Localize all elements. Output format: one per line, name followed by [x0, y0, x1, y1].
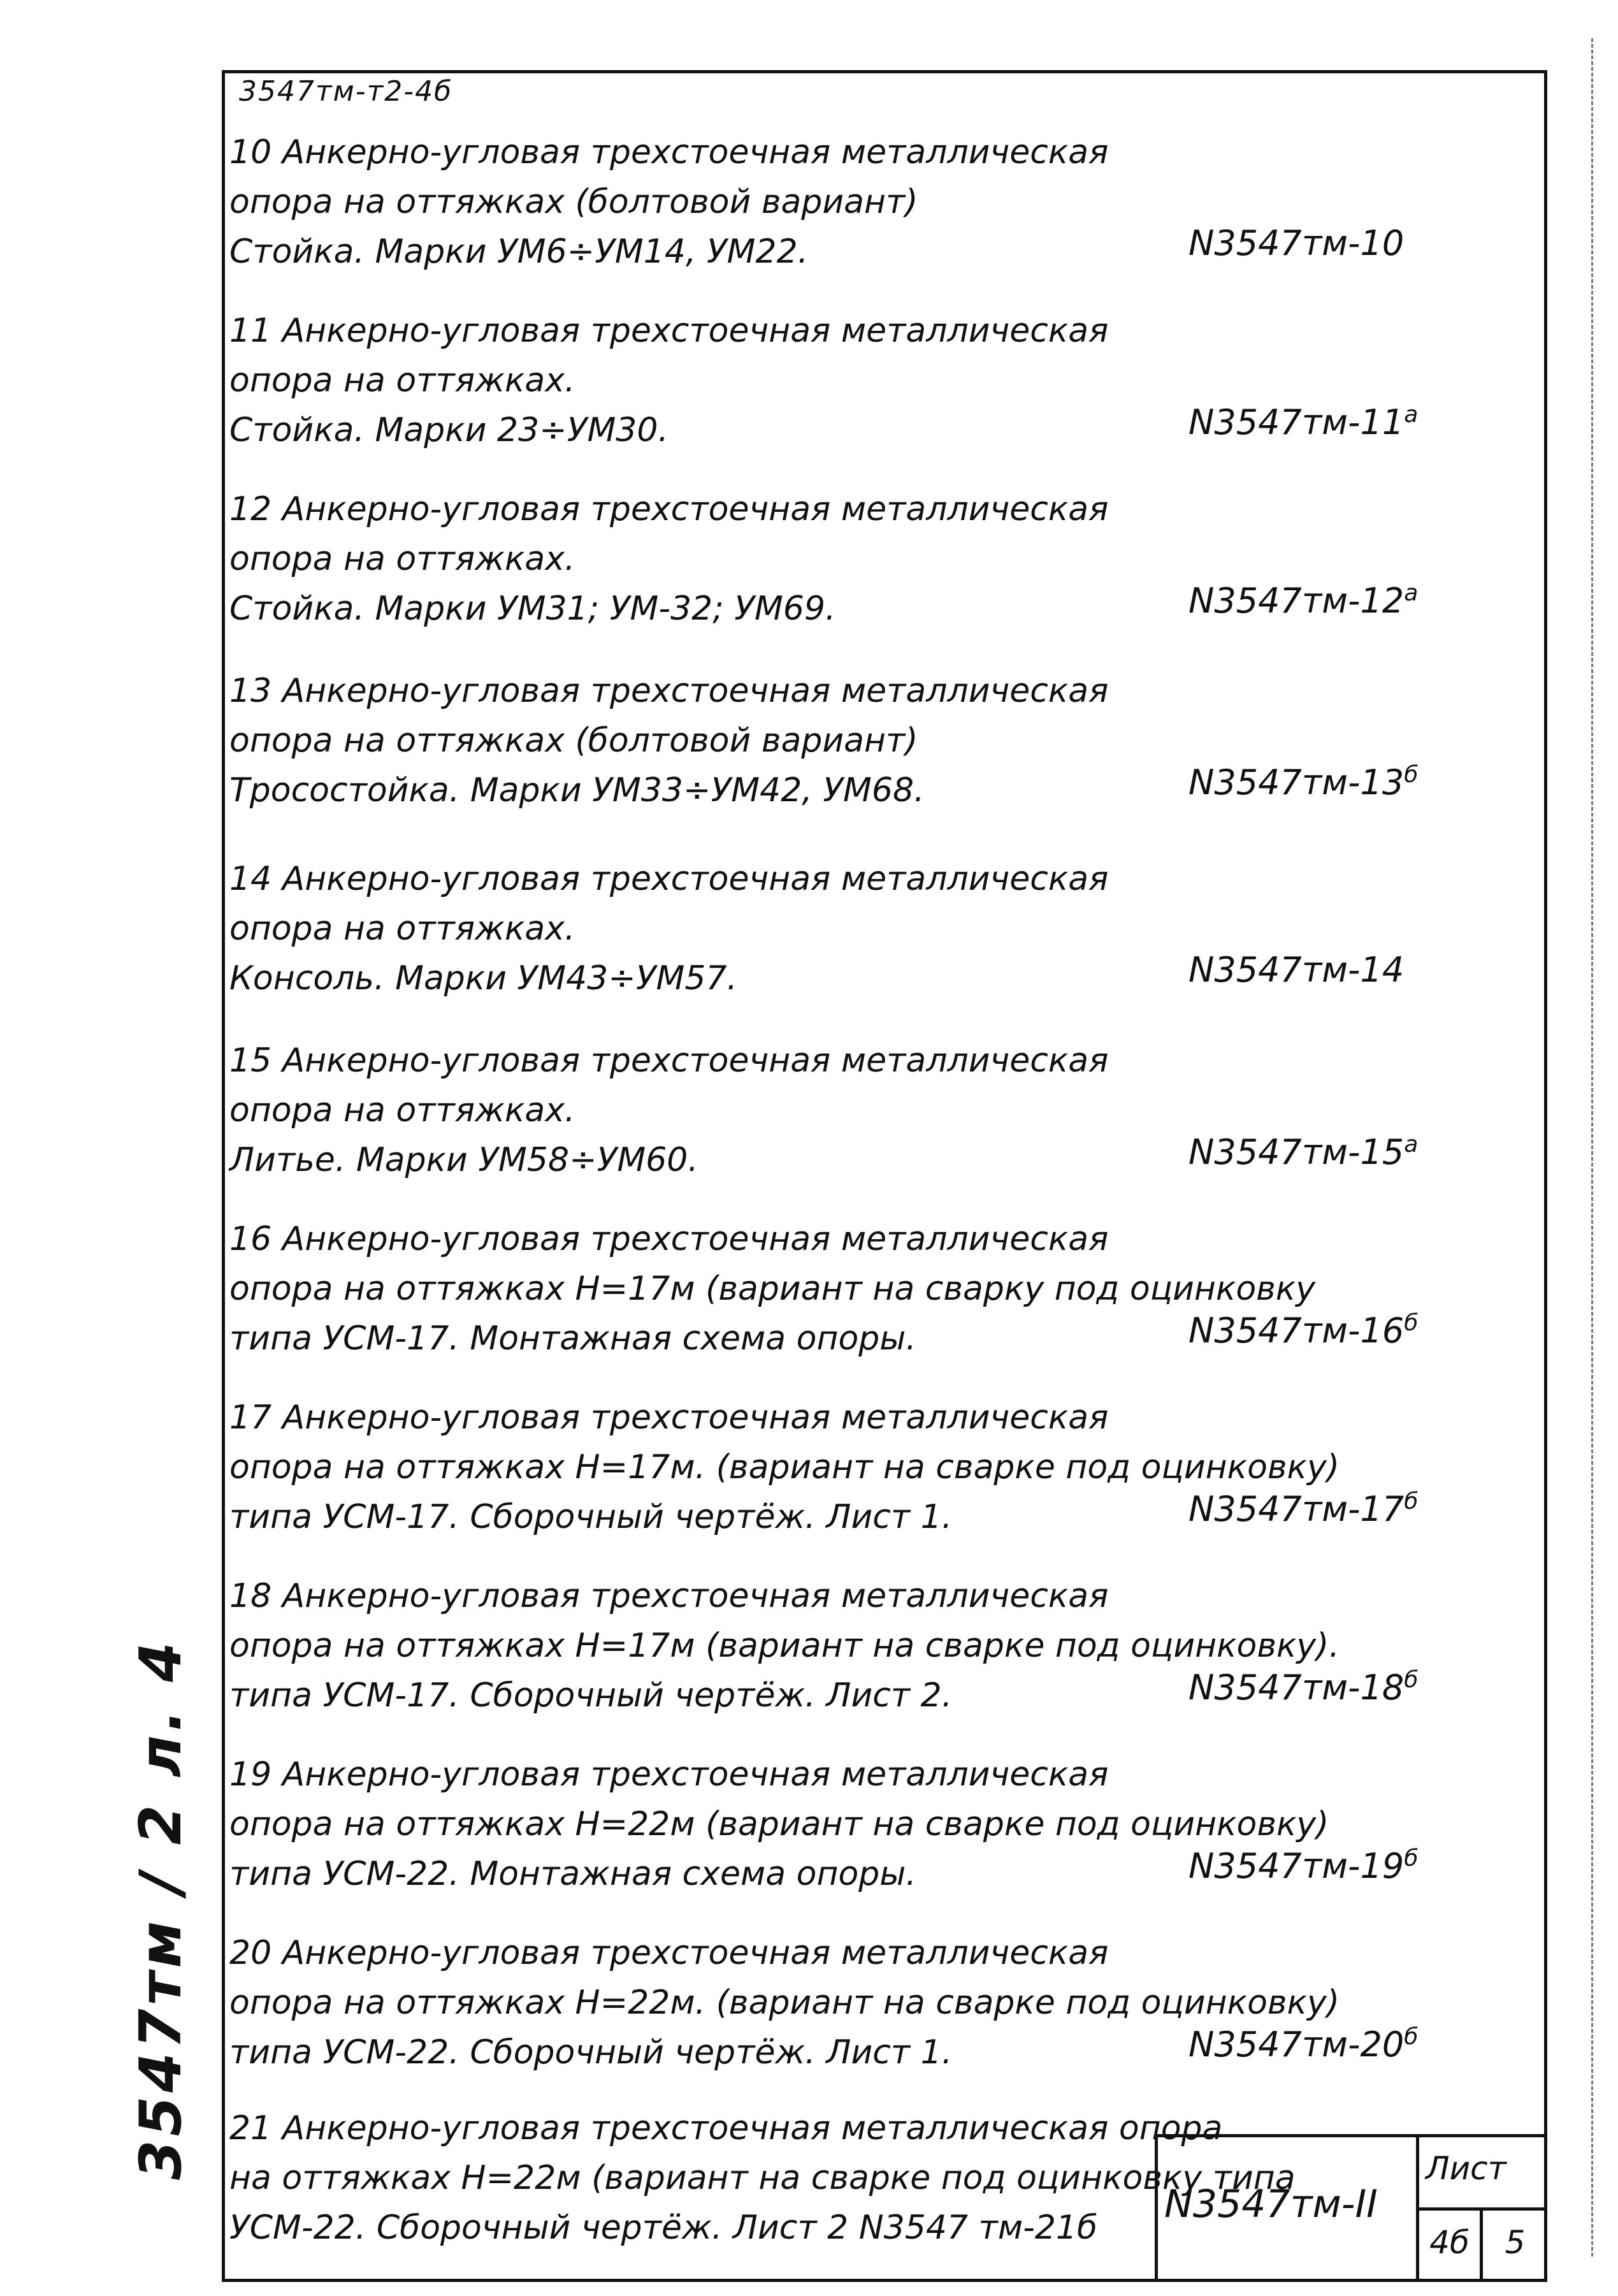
side-note: 3547тм / 2 л. 4 — [127, 1638, 194, 2180]
entry-reference — [1188, 2024, 1418, 2065]
entry-line: опора на оттяжках Н=22м (вариант на сварке под оцинковку) — [229, 1805, 1329, 1843]
entry-line: опора на оттяжках Н=17м (вариант на сварке под оцинковку). — [229, 1627, 1340, 1665]
reference-number: N3547тм-13 — [1188, 762, 1405, 803]
list-item — [229, 306, 1529, 455]
entry-reference — [1188, 1488, 1418, 1529]
reference-number: N3547тм-18 — [1188, 1668, 1405, 1708]
entry-line: Литье. Марки УМ58÷УМ60. — [229, 1141, 698, 1179]
list-item — [229, 1928, 1529, 2077]
entry-reference — [1188, 762, 1418, 803]
sheet-row — [1419, 2207, 1547, 2282]
reference-index: а — [1404, 1131, 1419, 1158]
sheet-label: Лист — [1426, 2150, 1506, 2187]
list-item — [229, 854, 1529, 1003]
sheet-total: 5 — [1505, 2224, 1526, 2261]
entry-line: 11 Анкерно-угловая трехстоечная металлическая — [229, 312, 1109, 350]
list-item — [229, 666, 1529, 815]
entry-line: опора на оттяжках (болтовой вариант) — [229, 183, 918, 221]
entry-line: опора на оттяжках Н=17м. (вариант на сварке под оцинковку) — [229, 1448, 1340, 1486]
entry-reference — [1188, 1131, 1418, 1172]
entry-line: Стойка. Марки УМ6÷УМ14, УМ22. — [229, 233, 809, 271]
reference-number: N3547тм-20 — [1188, 2024, 1405, 2065]
reference-index: б — [1404, 2024, 1419, 2050]
reference-index: б — [1404, 1845, 1419, 1871]
list-item — [229, 127, 1529, 277]
entry-line: на оттяжках Н=22м (вариант на сварке под оцинковку типа — [229, 2159, 1296, 2197]
entry-line: Стойка. Марки 23÷УМ30. — [229, 411, 668, 449]
entry-line: УСМ-22. Сборочный чертёж. Лист 2 N3547 тм-21б — [229, 2209, 1098, 2247]
list-item — [229, 1036, 1529, 1185]
reference-number: N3547тм-12 — [1188, 581, 1405, 621]
entry-line: 15 Анкерно-угловая трехстоечная металлическая — [229, 1042, 1109, 1080]
reference-number: N3547тм-15 — [1188, 1132, 1405, 1172]
entry-reference — [1188, 402, 1418, 442]
entry-line: типа УСМ-22. Сборочный чертёж. Лист 1. — [229, 2033, 953, 2072]
entry-line: типа УСМ-22. Монтажная схема опоры. — [229, 1855, 916, 1893]
entry-line: опора на оттяжках (болтовой вариант) — [229, 722, 918, 760]
entry-line: 13 Анкерно-угловая трехстоечная металлическая — [229, 672, 1109, 710]
list-item — [229, 1571, 1529, 1720]
entry-line: 12 Анкерно-угловая трехстоечная металлическая — [229, 490, 1109, 528]
entry-line: 10 Анкерно-угловая трехстоечная металлическая — [229, 133, 1109, 171]
list-item — [229, 484, 1529, 634]
list-item — [229, 1750, 1529, 1899]
reference-index: а — [1404, 580, 1419, 606]
entry-reference — [1188, 1667, 1418, 1708]
entry-line: типа УСМ-17. Монтажная схема опоры. — [229, 1319, 916, 1358]
sheet-number: 4б — [1419, 2211, 1483, 2282]
entry-line: опора на оттяжках Н=22м. (вариант на сварке под оцинковку) — [229, 1984, 1340, 2022]
reference-index: б — [1404, 762, 1419, 788]
reference-number: N3547тм-11 — [1188, 402, 1405, 442]
entry-line: типа УСМ-17. Сборочный чертёж. Лист 2. — [229, 1676, 953, 1715]
entry-reference — [1188, 223, 1404, 263]
entry-line: опора на оттяжках. — [229, 1091, 575, 1130]
header-note: 3547тм-т2-4б — [239, 75, 453, 108]
entry-line: 19 Анкерно-угловая трехстоечная металлическая — [229, 1755, 1109, 1794]
entry-line: Стойка. Марки УМ31; УМ-32; УМ69. — [229, 590, 836, 628]
entry-line: 14 Анкерно-угловая трехстоечная металлическая — [229, 860, 1109, 898]
entry-line: 20 Анкерно-угловая трехстоечная металлическая — [229, 1934, 1109, 1972]
reference-number: N3547тм-10 — [1188, 223, 1405, 263]
entry-line: 17 Анкерно-угловая трехстоечная металлическая — [229, 1399, 1109, 1437]
reference-index: б — [1404, 1488, 1419, 1515]
entry-line: Тросостойка. Марки УМ33÷УМ42, УМ68. — [229, 771, 925, 810]
entry-line: типа УСМ-17. Сборочный чертёж. Лист 1. — [229, 1498, 953, 1536]
cut-line — [1591, 38, 1593, 2256]
entry-line: опора на оттяжках. — [229, 540, 575, 578]
sheet-block — [1416, 2137, 1547, 2282]
reference-number: N3547тм-17 — [1188, 1489, 1405, 1529]
entry-line: опора на оттяжках. — [229, 361, 575, 400]
reference-number: N3547тм-19 — [1188, 1846, 1405, 1886]
entry-reference — [1188, 580, 1418, 621]
entry-line: опора на оттяжках Н=17м (вариант на сварку под оцинковку — [229, 1270, 1315, 1308]
entry-line: Консоль. Марки УМ43÷УМ57. — [229, 959, 738, 998]
entry-reference — [1188, 950, 1404, 990]
reference-index: б — [1404, 1310, 1419, 1336]
entry-reference — [1188, 1310, 1418, 1351]
title-block — [1155, 2134, 1547, 2282]
entry-line: 18 Анкерно-угловая трехстоечная металлическая — [229, 1577, 1109, 1615]
reference-number: N3547тм-16 — [1188, 1311, 1405, 1351]
entry-reference — [1188, 1845, 1418, 1886]
entry-line: 21 Анкерно-угловая трехстоечная металлическая опора — [229, 2109, 1223, 2147]
reference-number: N3547тм-14 — [1188, 950, 1405, 990]
entry-line: 16 Анкерно-угловая трехстоечная металлическая — [229, 1220, 1109, 1258]
reference-index: б — [1404, 1667, 1419, 1693]
reference-index: а — [1404, 402, 1419, 428]
list-item — [229, 1214, 1529, 1363]
document-number: N3547тм-II — [1164, 2182, 1378, 2227]
entry-line: опора на оттяжках. — [229, 910, 575, 948]
list-item — [229, 1393, 1529, 1542]
